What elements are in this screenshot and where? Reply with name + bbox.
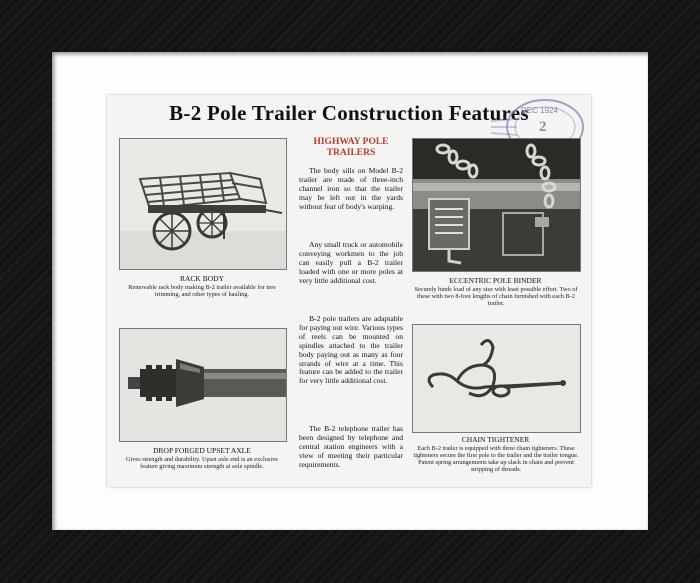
column-heading: HIGHWAY POLE TRAILERS xyxy=(313,137,389,158)
figure-text-chain-tightener: Each B-2 trailer is equipped with three chain tighteners. These tighteners secure the first pole to the trailer and the trailer tongue. Patent spring arrangements take up slack in chain and prevent stripping of threads. xyxy=(413,445,579,473)
figure-caption-rack-body: RACK BODY xyxy=(180,274,224,283)
figure-text-rack-body: Removable rack body making B-2 trailer available for tree trimming, and other types of hauling. xyxy=(128,284,276,298)
paragraph-paying-out-wire: B-2 pole trailers are adaptable for paying out wire. Various types of reels can be mounted on spindles attached to the trailer body paying out as many as four strands of wire at a time. This feature can be added to the trailer for very little additional cost. xyxy=(299,314,403,386)
brochure-page xyxy=(107,95,591,487)
figure-text-axle: Gives strength and durability. Upset axle end is an exclusive feature giving maximum strength at axle spindle. xyxy=(125,456,279,470)
eccentric-pole-binder-image xyxy=(413,139,580,271)
rack-body-photo xyxy=(119,138,287,270)
paragraph-small-truck: Any small truck or automobile conveying workmen to the job can easily pull a B-2 trailer loaded with one or more poles at very little additional cost. xyxy=(299,240,403,285)
figure-caption-chain-tightener: CHAIN TIGHTENER xyxy=(461,435,530,444)
chain-tightener-photo xyxy=(412,324,581,433)
upset-axle-image xyxy=(120,329,286,441)
stamp-date: DEC 1924 xyxy=(521,106,558,115)
paragraph-telephone-trailer: The B-2 telephone trailer has been designed by telephone and central station engineers with a view of meeting their particular requirements. xyxy=(299,424,403,469)
chain-tightener-image xyxy=(413,325,580,432)
paragraph-body-sills: The body sills on Model B-2 trailer are made of three-inch channel iron so that the trailer may be left out in the yards without fear of body's warping. xyxy=(299,166,403,211)
page-title: B-2 Pole Trailer Construction Features xyxy=(169,101,529,125)
stamp-number: 2 xyxy=(539,119,547,135)
figure-caption-axle: DROP FORGED UPSET AXLE xyxy=(153,446,251,455)
rack-body-trailer-image xyxy=(120,139,286,269)
pole-binder-photo xyxy=(412,138,581,272)
figure-text-pole-binder: Securely binds load of any size with least possible effort. Two of these with two 8-foot lengths of chain furnished with each B-2 trailer. xyxy=(414,286,578,307)
axle-photo xyxy=(119,328,287,442)
figure-caption-pole-binder: ECCENTRIC POLE BINDER xyxy=(449,276,542,285)
